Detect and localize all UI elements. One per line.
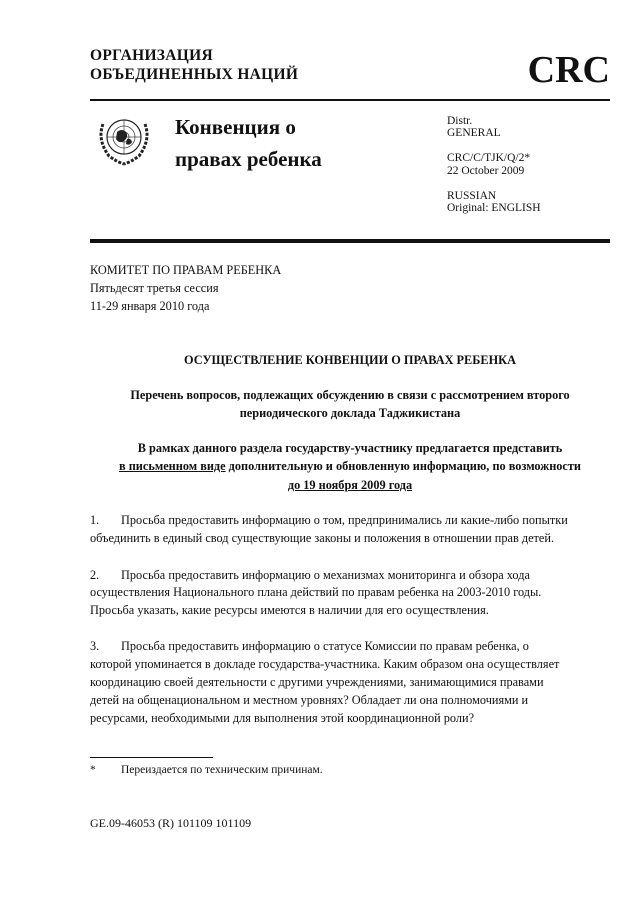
paragraph-2-line2: осуществления Национального плана действий по правам ребенка на 2003-2010 годы. xyxy=(90,585,542,599)
committee-dates: 11-29 января 2010 года xyxy=(90,299,210,313)
paragraph-2-line3: Просьба указать, какие ресурсы имеются в наличии для его осуществления. xyxy=(90,603,489,617)
paragraph-number: 1. xyxy=(90,513,100,527)
paragraph-number: 3. xyxy=(90,639,100,653)
request-line2 xyxy=(90,457,610,475)
paragraph-text: Просьба предоставить информацию о статусе Комиссии по правам ребенка, о xyxy=(121,639,529,653)
committee-name: КОМИТЕТ ПО ПРАВАМ РЕБЕНКА xyxy=(90,263,282,277)
document-language: RUSSIAN xyxy=(447,190,497,202)
request-line3 xyxy=(90,476,610,494)
paragraph-text: Просьба предоставить информацию о том, предпринимались ли какие-либо попытки xyxy=(121,513,568,527)
main-heading: ОСУЩЕСТВЛЕНИЕ КОНВЕНЦИИ О ПРАВАХ РЕБЕНКА xyxy=(184,353,516,367)
original-language: Original: ENGLISH xyxy=(447,202,541,214)
document-code: CRC xyxy=(527,49,610,91)
paragraph-text: Просьба предоставить информацию о механизмах мониторинга и обзора хода xyxy=(121,568,530,582)
footnote-divider xyxy=(90,757,213,758)
footnote xyxy=(90,761,323,779)
footnote-marker: * xyxy=(90,764,96,776)
request-line1: В рамках данного раздела государству-участнику предлагается представить xyxy=(137,441,563,455)
convention-title-line2: правах ребенка xyxy=(175,147,322,171)
request-deadline: до 19 ноября 2009 года xyxy=(287,478,413,492)
paragraph-1-line1 xyxy=(90,511,568,529)
document-date: 22 October 2009 xyxy=(447,165,525,177)
subheading-line2: периодического доклада Таджикистана xyxy=(239,406,461,420)
footnote-text: Переиздается по техническим причинам. xyxy=(121,764,323,776)
paragraph-3-line5: ресурсами, необходимыми для выполнения этой координационной роли? xyxy=(90,711,475,725)
committee-session: Пятьдесят третья сессия xyxy=(90,281,219,295)
paragraph-2-line1 xyxy=(90,566,530,584)
document-symbol: CRC/C/TJK/Q/2* xyxy=(447,152,531,164)
paragraph-3-line2: которой упоминается в докладе государства-участника. Каким образом она осуществляет xyxy=(90,657,560,671)
header-thick-divider xyxy=(90,239,610,243)
org-name-line1: ОРГАНИЗАЦИЯ xyxy=(90,47,213,64)
header-divider xyxy=(90,99,610,101)
paragraph-number: 2. xyxy=(90,568,100,582)
paragraph-3-line4: детей на общенациональном и местном уровнях? Обладает ли она полномочиями и xyxy=(90,693,529,707)
paragraph-3-line3: координацию своей деятельности с другими учреждениями, занимающимися правами xyxy=(90,675,544,689)
distr-label: Distr. xyxy=(447,115,473,127)
un-emblem-icon xyxy=(95,112,153,168)
org-name-line2: ОБЪЕДИНЕННЫХ НАЦИЙ xyxy=(90,66,299,83)
paragraph-1-line2: объединить в единый свод существующие законы и положения в отношении прав детей. xyxy=(90,531,555,545)
job-number: GE.09-46053 (R) 101109 101109 xyxy=(90,816,252,830)
subheading-line1: Перечень вопросов, подлежащих обсуждению в связи с рассмотрением второго xyxy=(130,388,570,402)
distr-value: GENERAL xyxy=(447,127,501,139)
convention-title-line1: Конвенция о xyxy=(175,115,296,139)
request-line2-text: дополнительную и обновленную информацию, по возможности xyxy=(225,459,582,473)
request-written-form: в письменном виде xyxy=(118,459,226,473)
paragraph-3-line1 xyxy=(90,637,529,655)
